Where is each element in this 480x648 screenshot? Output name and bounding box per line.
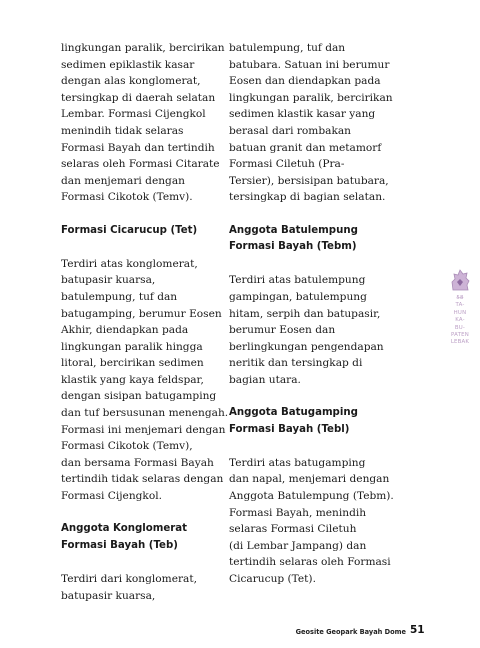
body-text-line: batuan granit dan metamorf: [229, 141, 382, 154]
body-text-line: litoral, bercirikan sedimen: [61, 357, 204, 370]
body-text-line: dan bersama Formasi Bayah: [61, 456, 214, 469]
body-text-line: (di Lembar Jampang) dan: [229, 539, 367, 552]
body-text-line: Formasi Cikotok (Temv),: [61, 440, 193, 453]
body-text-line: Terdiri atas konglomerat,: [61, 257, 198, 270]
body-text-line: batubara. Satuan ini berumur: [229, 58, 390, 71]
side-mark-text: [446, 295, 474, 347]
body-text-line: Cicarucup (Tet).: [229, 573, 316, 585]
body-text-line: batugamping, berumur Eosen: [61, 307, 222, 320]
footer-label: Geosite Geopark Bayah Dome: [295, 628, 406, 636]
page-number: 51: [410, 624, 425, 636]
body-text-line: Formasi Bayah dan tertindih: [61, 141, 215, 154]
side-mark-line: KA-: [455, 317, 465, 324]
regency-emblem-icon: [449, 268, 471, 292]
body-text-line: batulempung, tuf dan: [61, 290, 178, 303]
body-text-line: sedimen epiklastik kasar: [61, 58, 195, 71]
body-text-line: Formasi Bayah, menindih: [229, 506, 367, 519]
body-text-line: tertindih tidak selaras dengan: [61, 473, 224, 486]
body-text-line: batupasir kuarsa,: [61, 589, 156, 602]
paragraph-gap: [229, 256, 399, 273]
side-mark-line: HUN: [453, 309, 467, 316]
paragraph-gap: [61, 206, 221, 223]
body-text-line: lingkungan paralik hingga: [61, 340, 203, 353]
body-text-line: tersingkap di daerah selatan: [61, 91, 216, 104]
paragraph-gap: [229, 388, 399, 405]
regency-side-mark: [446, 268, 474, 347]
body-text-line: neritik dan tersingkap di: [229, 357, 363, 370]
body-text-line: lingkungan paralik, bercirikan: [229, 91, 393, 104]
body-text-line: Formasi Cikotok (Temv).: [61, 191, 193, 204]
body-text-line: sedimen klastik kasar yang: [229, 108, 376, 121]
body-text-line: gampingan, batulempung: [229, 290, 367, 303]
section-heading-line: Formasi Bayah (Tebm): [229, 241, 357, 253]
section-heading-line: Formasi Bayah (Teb): [61, 539, 178, 551]
body-text-line: batupasir kuarsa,: [61, 274, 156, 287]
body-text-line: Terdiri atas batugamping: [229, 456, 366, 469]
body-text-line: bagian utara.: [229, 373, 301, 386]
body-text-line: dengan alas konglomerat,: [61, 75, 201, 88]
body-text-line: berasal dari rombakan: [229, 124, 351, 137]
body-text-line: tertindih selaras oleh Formasi: [229, 556, 391, 569]
body-text-line: Eosen dan diendapkan pada: [229, 75, 381, 88]
side-mark-line: BU-: [454, 324, 466, 331]
body-text-line: Formasi Cijengkol.: [61, 490, 162, 503]
section-heading-line: Anggota Konglomerat: [61, 523, 188, 535]
body-text-line: Tersier), bersisipan batubara,: [229, 174, 389, 187]
body-text-line: selaras Formasi Ciletuh: [229, 523, 357, 536]
body-text-line: batulempung, tuf dan: [229, 42, 346, 54]
body-text-line: dan napal, menjemari dengan: [229, 473, 390, 486]
body-text-line: hitam, serpih dan batupasir,: [229, 307, 381, 320]
paragraph-gap: [229, 206, 399, 223]
body-text-line: berumur Eosen dan: [229, 324, 336, 337]
body-text-line: Terdiri atas batulempung: [229, 274, 366, 287]
body-text-line: klastik yang kaya feldspar,: [61, 373, 204, 386]
side-mark-line: LEBAK: [450, 339, 470, 346]
body-text-line: Terdiri dari konglomerat,: [61, 573, 197, 585]
body-text-line: menindih tidak selaras: [61, 124, 184, 137]
body-text-line: dengan sisipan batugamping: [61, 390, 217, 403]
side-mark-line: 5̶8̶: [456, 295, 464, 301]
body-text-line: Anggota Batulempung (Tebm).: [229, 490, 394, 503]
section-heading-line: Anggota Batugamping: [229, 407, 358, 419]
section-heading-line: Anggota Batulempung: [229, 224, 358, 236]
section-heading-line: Formasi Cicarucup (Tet): [61, 224, 198, 236]
side-mark-line: TA-: [455, 302, 465, 309]
paragraph-gap: [61, 554, 221, 571]
body-text-line: dan menjemari dengan: [61, 174, 185, 187]
right-text-column: [229, 40, 399, 588]
paragraph-gap: [61, 505, 221, 522]
section-heading-line: Formasi Bayah (Tebl): [229, 423, 350, 435]
paragraph-gap: [229, 438, 399, 455]
body-text-line: Formasi Ciletuh (Pra-: [229, 158, 345, 171]
body-text-line: tersingkap di bagian selatan.: [229, 191, 386, 204]
body-text-line: dan tuf bersusunan menengah.: [61, 407, 229, 420]
body-text-line: lingkungan paralik, bercirikan: [61, 42, 225, 54]
paragraph-gap: [61, 239, 221, 256]
body-text-line: selaras oleh Formasi Citarate: [61, 158, 220, 171]
body-text-line: Lembar. Formasi Cijengkol: [61, 108, 206, 121]
left-text-column: [61, 40, 229, 604]
body-text-line: berlingkungan pengendapan: [229, 340, 384, 353]
body-text-line: Akhir, diendapkan pada: [61, 324, 189, 337]
side-mark-line: PATEN: [451, 332, 469, 339]
body-text-line: Formasi ini menjemari dengan: [61, 423, 226, 436]
